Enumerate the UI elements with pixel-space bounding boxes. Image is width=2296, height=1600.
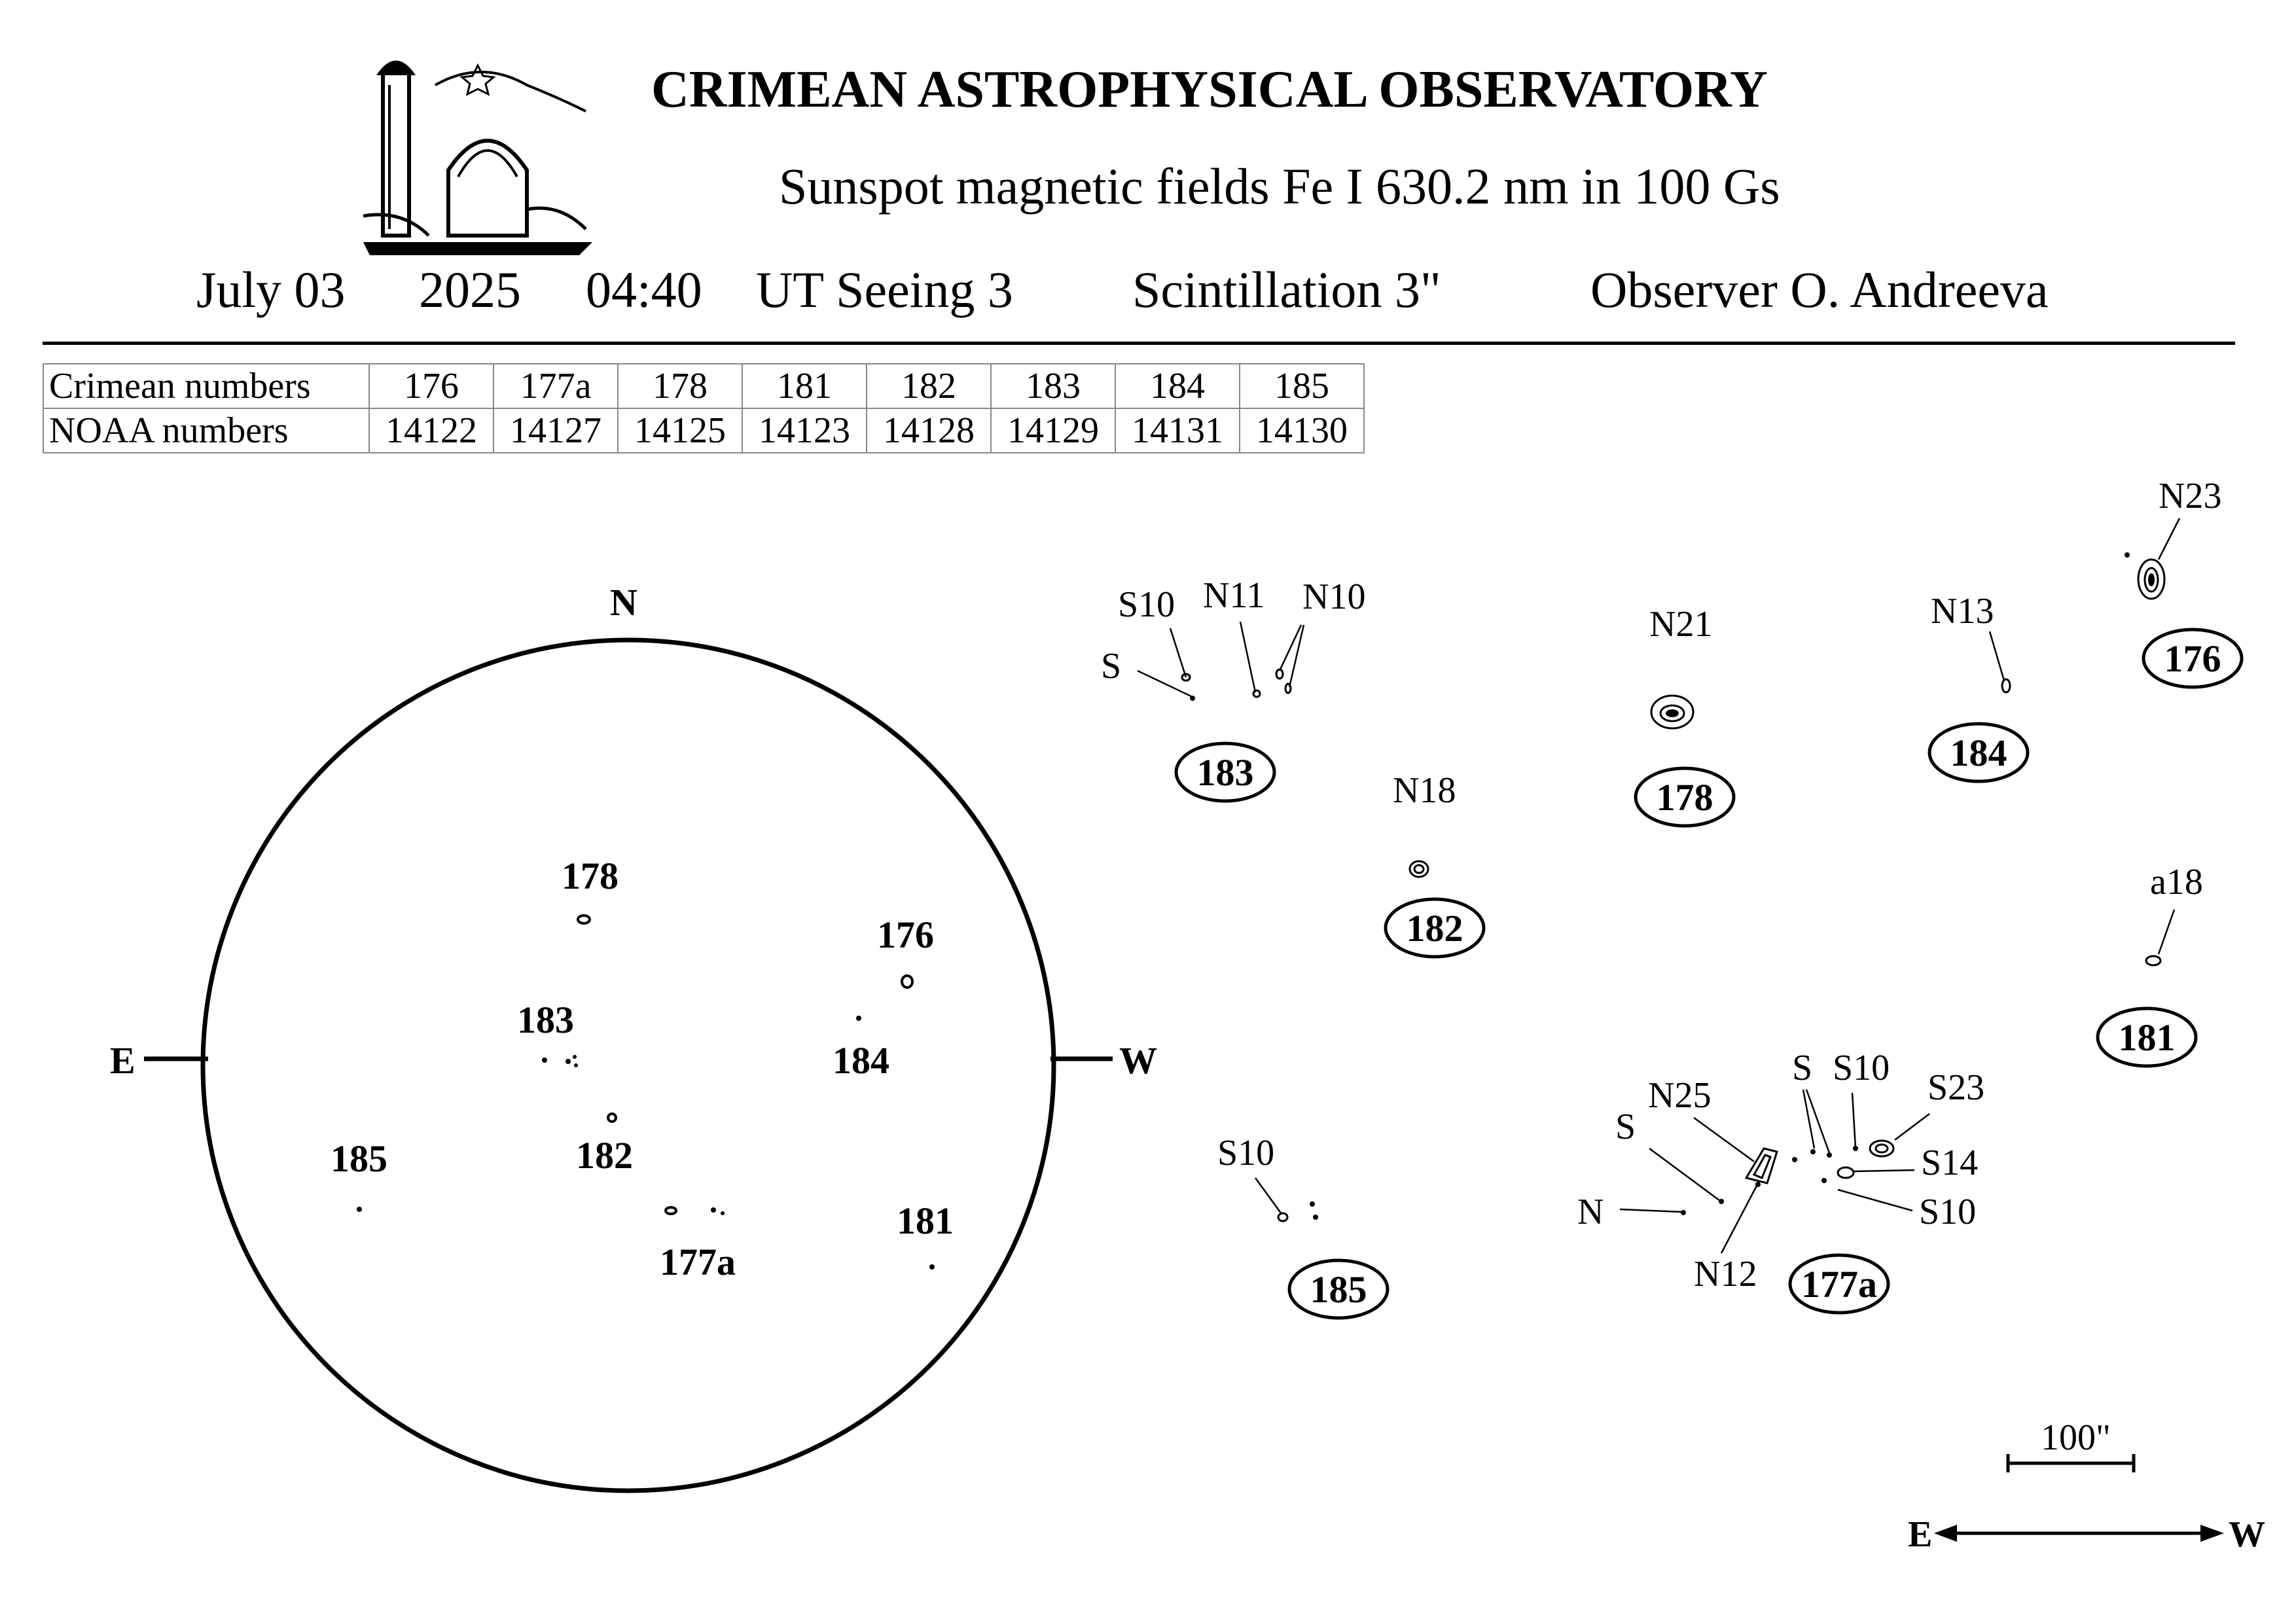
obs-year: 2025 [419,261,521,318]
spot-contour [1414,865,1424,873]
field-label: S10 [1919,1192,1977,1232]
spot-contour [1285,684,1291,693]
disk-east-label: E [110,1039,135,1082]
crimean-number: 185 [1240,364,1364,408]
field-label: N11 [1203,575,1265,616]
disk-spot [721,1211,725,1215]
leader-line [1852,1170,1914,1171]
disk-spot [565,1059,571,1064]
spot-contour [2002,679,2010,692]
solar-disk [203,640,1054,1491]
spot-contour [2146,956,2161,965]
spot-dot [1310,1201,1315,1207]
crimean-row-label: Crimean numbers [43,364,369,408]
spot-contour [1870,1141,1893,1156]
noaa-row-label: NOAA numbers [43,408,369,453]
leader-line [1721,1184,1757,1253]
obs-date: July 03 [196,261,346,318]
field-label: N21 [1649,604,1713,645]
disk-west-label: W [1119,1039,1157,1082]
spot-dot [1827,1152,1832,1158]
field-label: N23 [2159,476,2222,516]
field-label: S10 [1217,1133,1275,1173]
region-id-label: 176 [2164,637,2221,680]
region-id-label: 182 [1406,907,1463,950]
disk-spot [666,1207,676,1214]
spot-contour [1276,669,1283,679]
disk-region-label: 185 [331,1137,387,1180]
noaa-number: 14122 [369,408,493,453]
noaa-number: 14130 [1240,408,1364,453]
spot-contour [1876,1145,1888,1152]
leader-line [1255,1178,1282,1214]
field-label: S [1101,646,1122,686]
disk-spot [578,916,590,923]
spot-contour [1838,1167,1854,1178]
disk-spot [929,1264,935,1270]
region-id-label: 184 [1950,732,2007,774]
crimean-number: 177a [493,364,618,408]
disk-spot [902,976,912,987]
field-label: N12 [1694,1254,1757,1294]
field-label: S10 [1833,1048,1890,1088]
crimean-number: 181 [742,364,867,408]
spot-dot [1755,1182,1761,1187]
disk-spot [711,1207,716,1213]
leader-line [1694,1118,1754,1162]
field-label: N [1577,1192,1604,1232]
field-label: N13 [1931,591,1994,631]
disk-region-label: 176 [877,914,934,956]
spot-dot [1313,1215,1318,1220]
spot-dot [1190,696,1195,701]
disk-spot [542,1058,547,1063]
disk-region-label: 178 [562,855,619,897]
disk-spot [357,1207,362,1212]
region-id-label: 181 [2118,1016,2176,1059]
leader-line [1895,1114,1929,1140]
leader-line [1620,1209,1682,1212]
field-label: S10 [1118,584,1175,625]
crimean-number: 176 [369,364,493,408]
spot-dot [1821,1178,1827,1183]
field-label: S14 [1921,1143,1979,1183]
disk-spot [856,1016,861,1021]
disk-region-label: 184 [833,1039,889,1082]
spot-dot [1792,1157,1797,1162]
spot-contour [1278,1213,1287,1221]
region-id-label: 185 [1310,1268,1367,1311]
crimean-number: 184 [1115,364,1240,408]
disk-region-label: 181 [897,1200,954,1242]
leader-line [2159,518,2179,560]
obs-scintillation: Scintillation 3" [1132,261,1441,318]
field-label: N25 [1648,1075,1712,1116]
spot-dot [1810,1149,1816,1154]
direction-west-label: W [2229,1514,2265,1555]
observation-subtitle: Sunspot magnetic fields Fe I 630.2 nm in 100 Gs [779,158,1780,215]
crimean-number: 182 [867,364,991,408]
noaa-number: 14125 [618,408,742,453]
region-id-label: 177a [1801,1263,1877,1306]
spot-umbra [1666,709,1679,717]
noaa-number: 14129 [991,408,1115,453]
field-label: a18 [2150,862,2203,902]
crimean-number: 178 [618,364,742,408]
spot-dot [2125,552,2130,558]
noaa-number: 14123 [742,408,867,453]
leader-line [1838,1190,1912,1211]
noaa-number: 14127 [493,408,618,453]
leader-line [1170,628,1186,677]
disk-region-label: 182 [576,1134,633,1177]
disk-region-label: 183 [517,999,574,1041]
field-label: S [1615,1107,1636,1147]
spot-umbra [2148,573,2155,586]
obs-time: 04:40 [586,261,702,318]
spot-contour [1253,690,1260,697]
obs-seeing: UT Seeing 3 [756,261,1013,318]
arrow-head-east [1934,1525,1957,1542]
spot-dot [1681,1210,1686,1215]
leader-line [1240,622,1255,692]
leader-line [1990,631,2004,681]
field-label: N18 [1393,770,1456,811]
obs-observer: Observer O. Andreeva [1590,261,2049,318]
spot-contour [1410,861,1428,877]
disk-spot [574,1063,578,1067]
leader-line [1803,1090,1814,1148]
arrow-head-west [2200,1525,2224,1542]
field-label: S [1792,1048,1813,1088]
spot-dot [1719,1199,1724,1204]
observatory-title: CRIMEAN ASTROPHYSICAL OBSERVATORY [651,61,1768,118]
disk-spot [573,1055,577,1059]
field-label: S23 [1928,1067,1985,1108]
leader-line [1852,1093,1856,1148]
leader-line [2159,910,2174,954]
region-id-label: 183 [1196,751,1254,794]
leader-line [1649,1148,1720,1201]
region-id-label: 178 [1656,776,1713,819]
crimean-number: 183 [991,364,1115,408]
direction-east-label: E [1908,1514,1933,1555]
disk-north-label: N [610,581,637,624]
disk-region-label: 177a [660,1241,736,1283]
spot-contour [1754,1155,1770,1178]
disk-spot [608,1114,616,1122]
field-label: N10 [1302,577,1366,617]
spot-dot [1853,1146,1858,1151]
noaa-number: 14128 [867,408,991,453]
noaa-number: 14131 [1115,408,1240,453]
scale-bar-label: 100" [2041,1417,2111,1458]
